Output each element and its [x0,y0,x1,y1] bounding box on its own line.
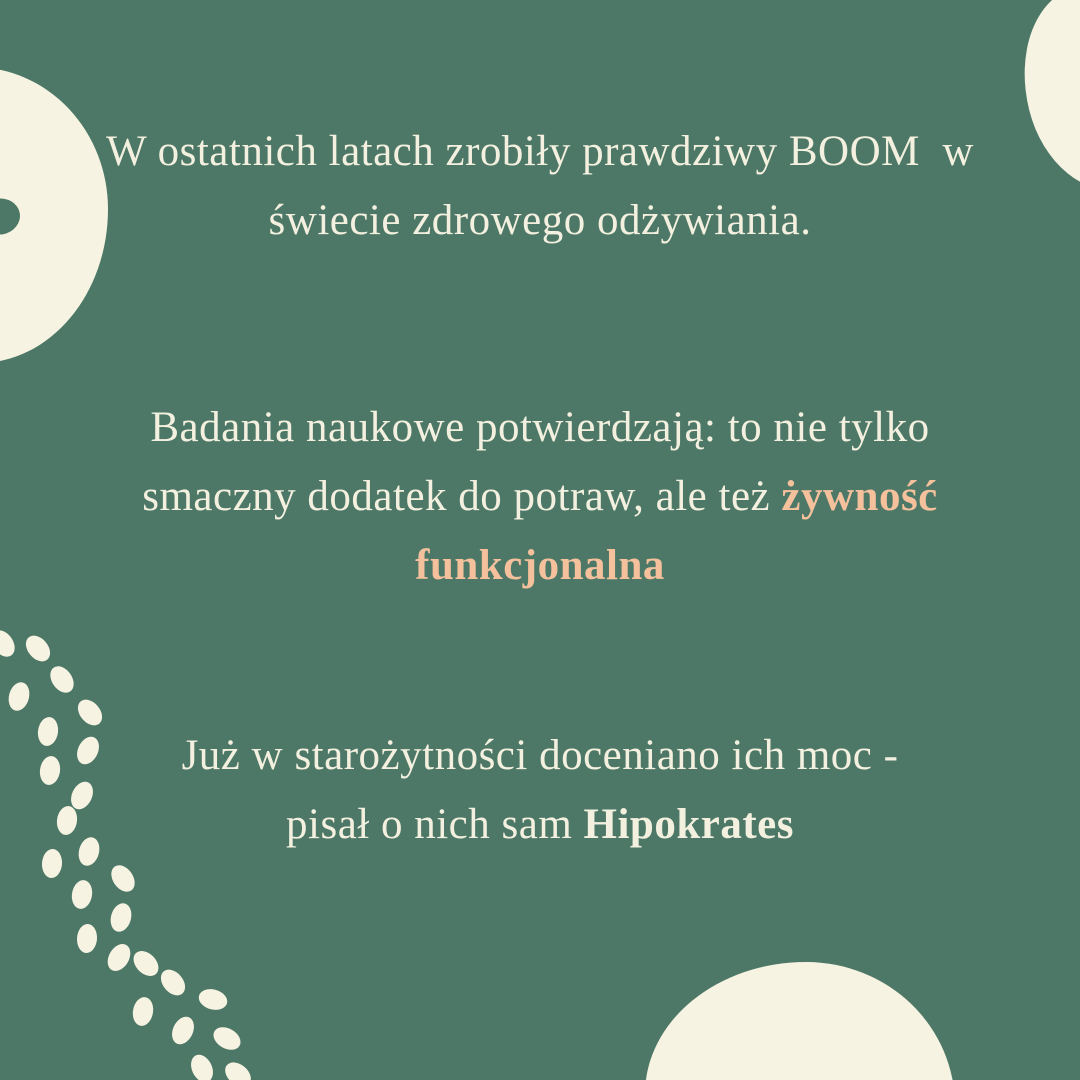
research-line-2-normal: smaczny dodatek do potraw, ale też [142,473,782,520]
paragraph-intro [0,117,1080,255]
dot-shape [129,946,164,981]
dot-shape [103,939,135,974]
history-line-2 [0,790,1080,859]
history-line-1: Już w starożytności doceniano ich moc - [181,732,899,779]
dot-shape [76,923,98,953]
dot-shape [131,995,156,1027]
dot-shape [45,661,78,696]
research-line-2 [0,462,1080,531]
intro-line-2: świecie zdrowego odżywiania. [268,197,812,244]
dot-shape [220,1057,255,1080]
paragraph-history [0,721,1080,859]
dot-shape [108,900,135,933]
history-line-2-normal: pisał o nich sam [286,801,584,848]
dot-shape [168,1013,198,1048]
bold-word-hipokrates: Hipokrates [583,801,794,848]
research-line-1: Badania naukowe potwierdzają: to nie tylko [150,404,930,451]
dot-shape [196,986,229,1013]
dot-shape [0,625,20,660]
dot-shape [70,878,95,910]
dot-shape [6,679,33,712]
accent-word-funkcjonalna: funkcjonalna [415,542,665,589]
paragraph-research [0,393,1080,600]
dot-shape [156,964,190,999]
dot-shape [187,1051,217,1080]
dot-shape [209,1022,244,1054]
dot-shape [106,860,139,895]
blob-bottom-right [645,962,955,1080]
intro-line-1: W ostatnich latach zrobiły prawdziwy BOOM w [106,128,974,175]
dot-shape [21,630,55,665]
accent-word-zywnosc: żywność [781,473,938,520]
